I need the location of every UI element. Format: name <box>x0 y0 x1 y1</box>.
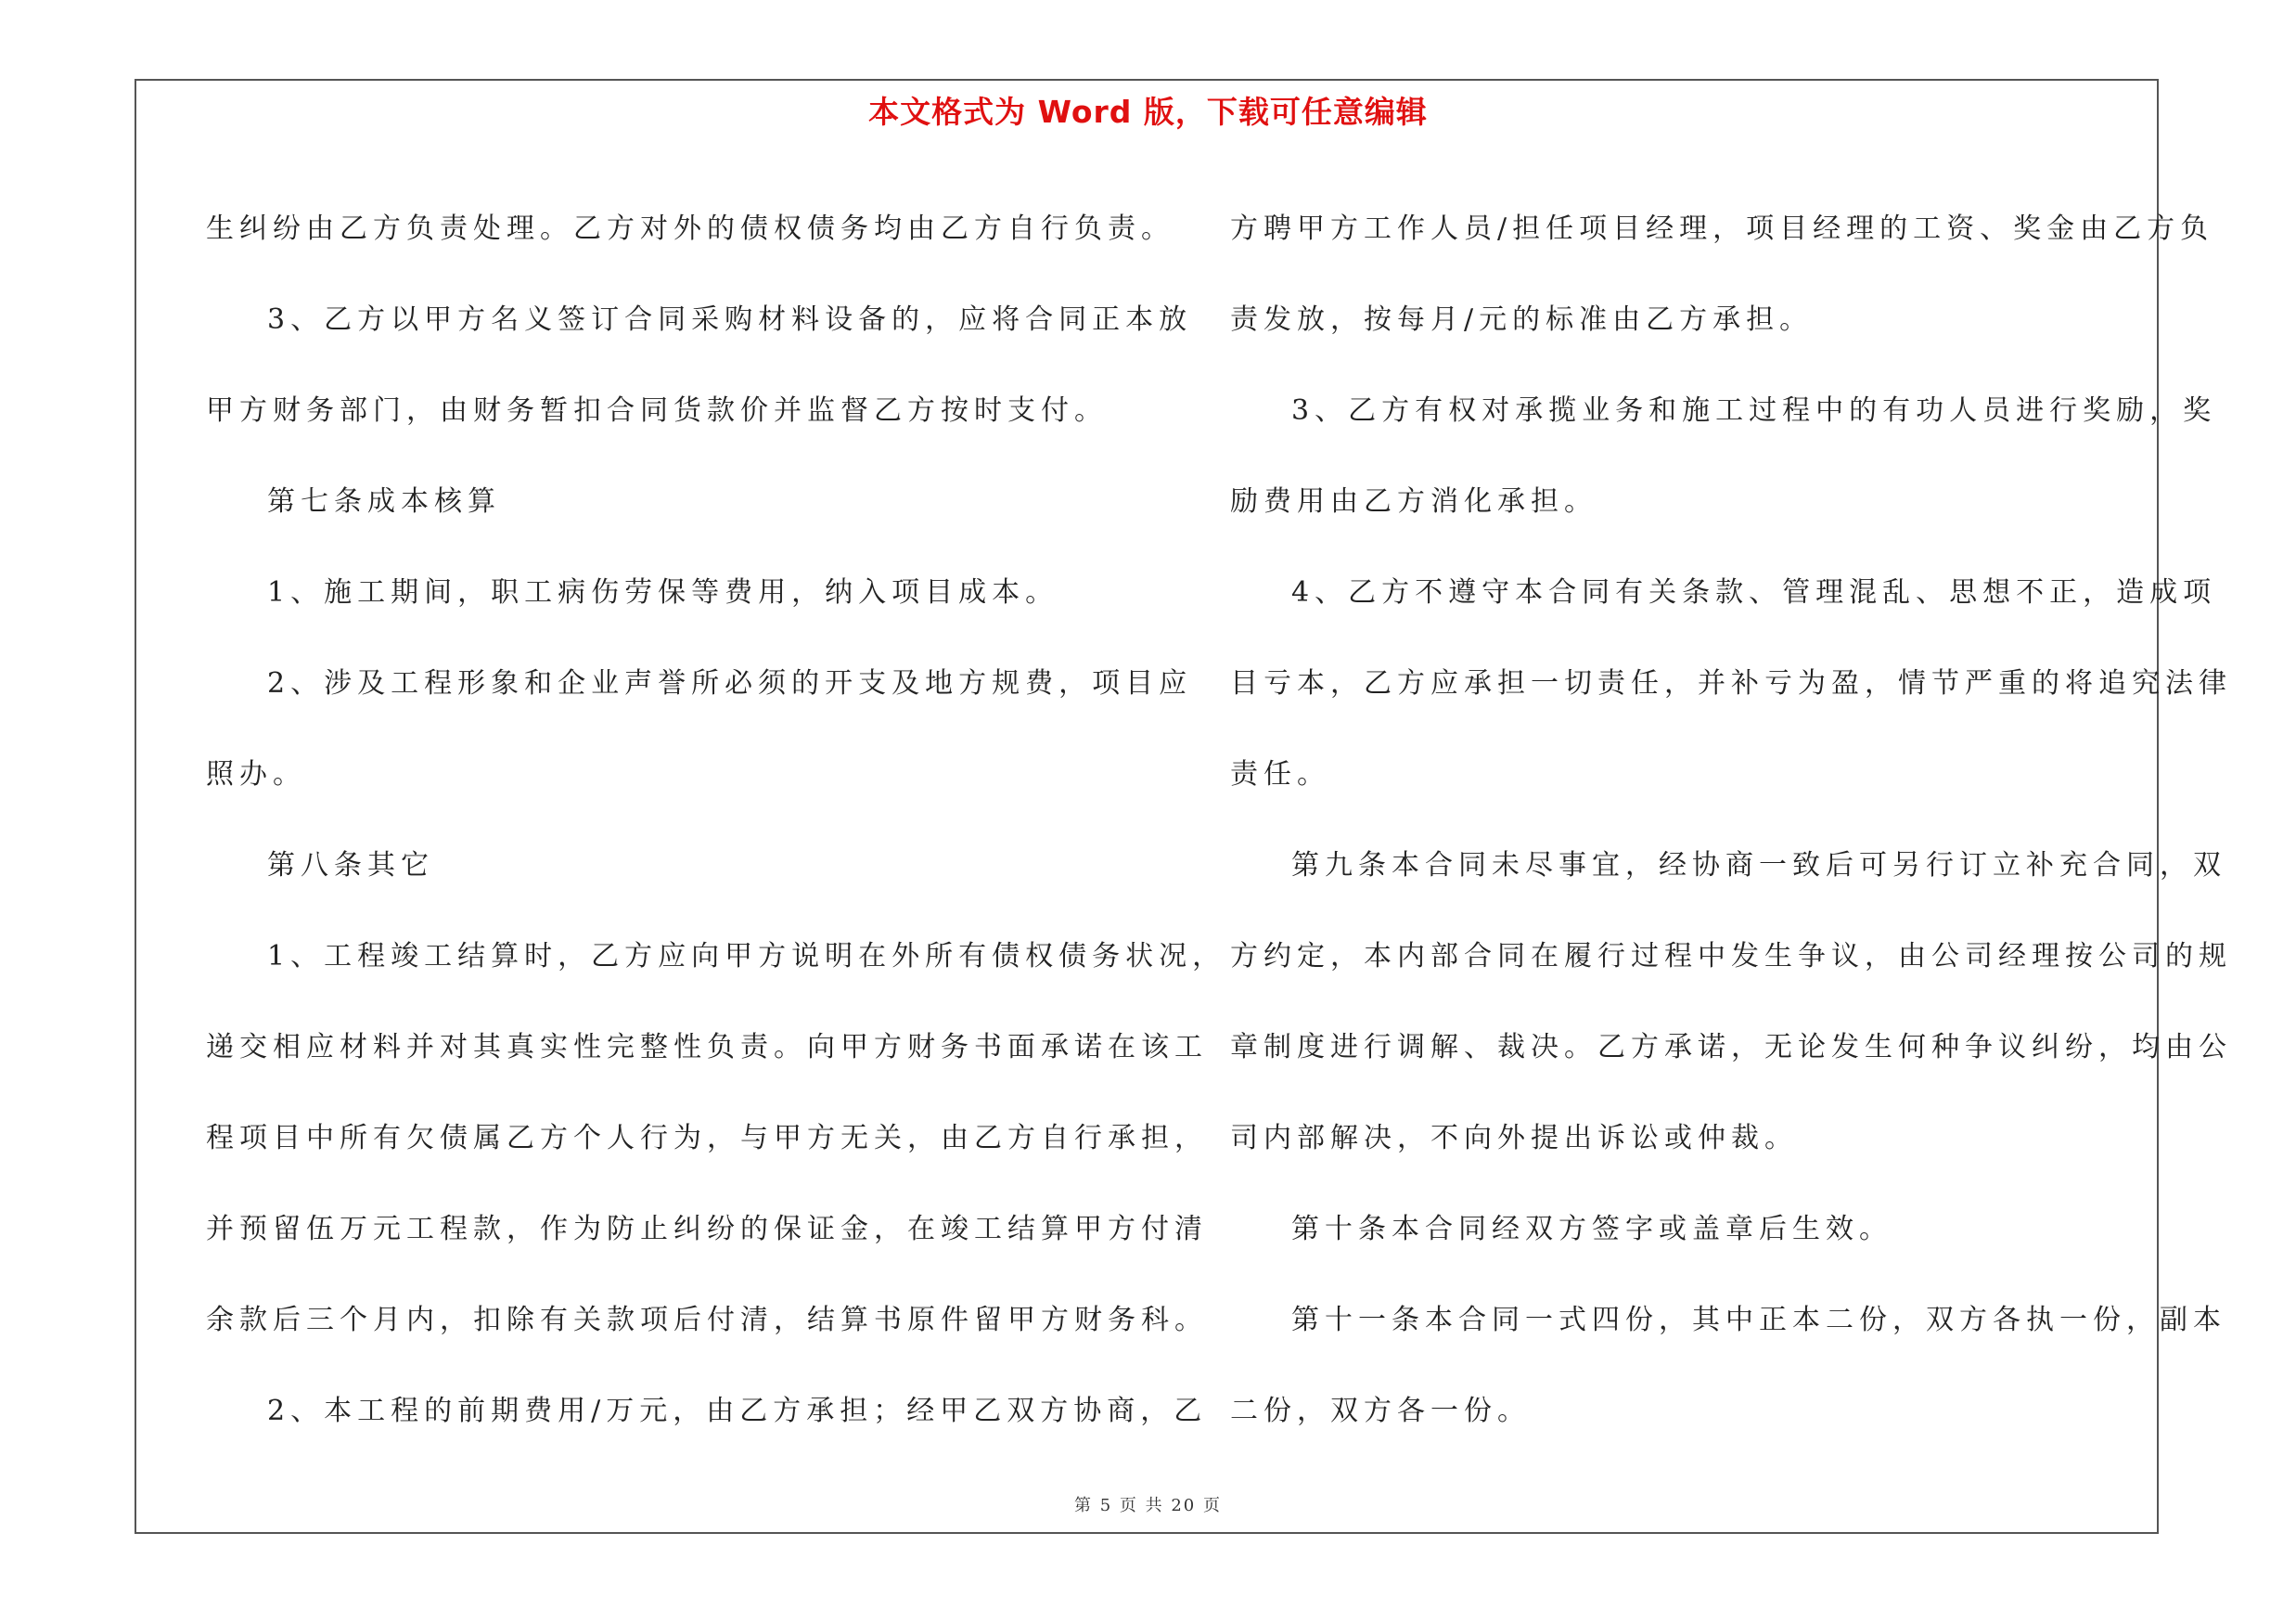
right-column <box>1230 184 2232 1457</box>
text-line: 章制度进行调解、裁决。乙方承诺，无论发生何种争议纠纷，均由公 <box>1230 1031 2232 1063</box>
text-line: 程项目中所有欠债属乙方个人行为，与甲方无关，由乙方自行承担， <box>206 1122 1208 1154</box>
text-line: 方约定，本内部合同在履行过程中发生争议，由公司经理按公司的规 <box>1230 940 2232 973</box>
text-line: 照办。 <box>206 758 306 791</box>
left-column <box>206 184 1226 1457</box>
text-line: 方聘甲方工作人员/担任项目经理，项目经理的工资、奖金由乙方负 <box>1230 213 2214 245</box>
section-heading: 第八条其它 <box>267 849 434 882</box>
text-line: 二份，双方各一份。 <box>1230 1395 1531 1427</box>
text-line: 责发放，按每月/元的标准由乙方承担。 <box>1230 303 1814 336</box>
text-line: 3、乙方以甲方名义签订合同采购材料设备的，应将合同正本放 <box>267 303 1193 336</box>
text-line: 1、施工期间，职工病伤劳保等费用，纳入项目成本。 <box>267 576 1059 609</box>
page-number: 第 5 页 共 20 页 <box>1074 1496 1222 1515</box>
section-heading: 第七条成本核算 <box>267 485 501 518</box>
text-line: 4、乙方不遵守本合同有关条款、管理混乱、思想不正，造成项 <box>1291 576 2217 609</box>
text-line: 并预留伍万元工程款，作为防止纠纷的保证金，在竣工结算甲方付清 <box>206 1213 1208 1245</box>
text-line: 目亏本，乙方应承担一切责任，并补亏为盈，情节严重的将追究法律 <box>1230 667 2232 700</box>
text-line: 2、涉及工程形象和企业声誉所必须的开支及地方规费，项目应 <box>267 667 1193 700</box>
text-line: 司内部解决，不向外提出诉讼或仲裁。 <box>1230 1122 1798 1154</box>
text-line: 余款后三个月内，扣除有关款项后付清，结算书原件留甲方财务科。 <box>206 1304 1208 1336</box>
text-line: 生纠纷由乙方负责处理。乙方对外的债权债务均由乙方自行负责。 <box>206 213 1174 245</box>
section-heading: 第十一条本合同一式四份，其中正本二份，双方各执一份，副本 <box>1291 1304 2226 1336</box>
text-line: 递交相应材料并对其真实性完整性负责。向甲方财务书面承诺在该工 <box>206 1031 1208 1063</box>
text-line: 励费用由乙方消化承担。 <box>1230 485 1597 518</box>
text-line: 甲方财务部门，由财务暂扣合同货款价并监督乙方按时支付。 <box>206 394 1108 427</box>
text-line: 3、乙方有权对承揽业务和施工过程中的有功人员进行奖励，奖 <box>1291 394 2217 427</box>
section-heading: 第十条本合同经双方签字或盖章后生效。 <box>1291 1213 1892 1245</box>
text-line: 1、工程竣工结算时，乙方应向甲方说明在外所有债权债务状况， <box>267 940 1226 973</box>
text-line: 2、本工程的前期费用/万元，由乙方承担；经甲乙双方协商，乙 <box>267 1395 1208 1427</box>
header-banner: 本文格式为 Word 版，下载可任意编辑 <box>868 94 1428 130</box>
text-line: 责任。 <box>1230 758 1330 791</box>
section-heading: 第九条本合同未尽事宜，经协商一致后可另行订立补充合同，双 <box>1291 849 2226 882</box>
